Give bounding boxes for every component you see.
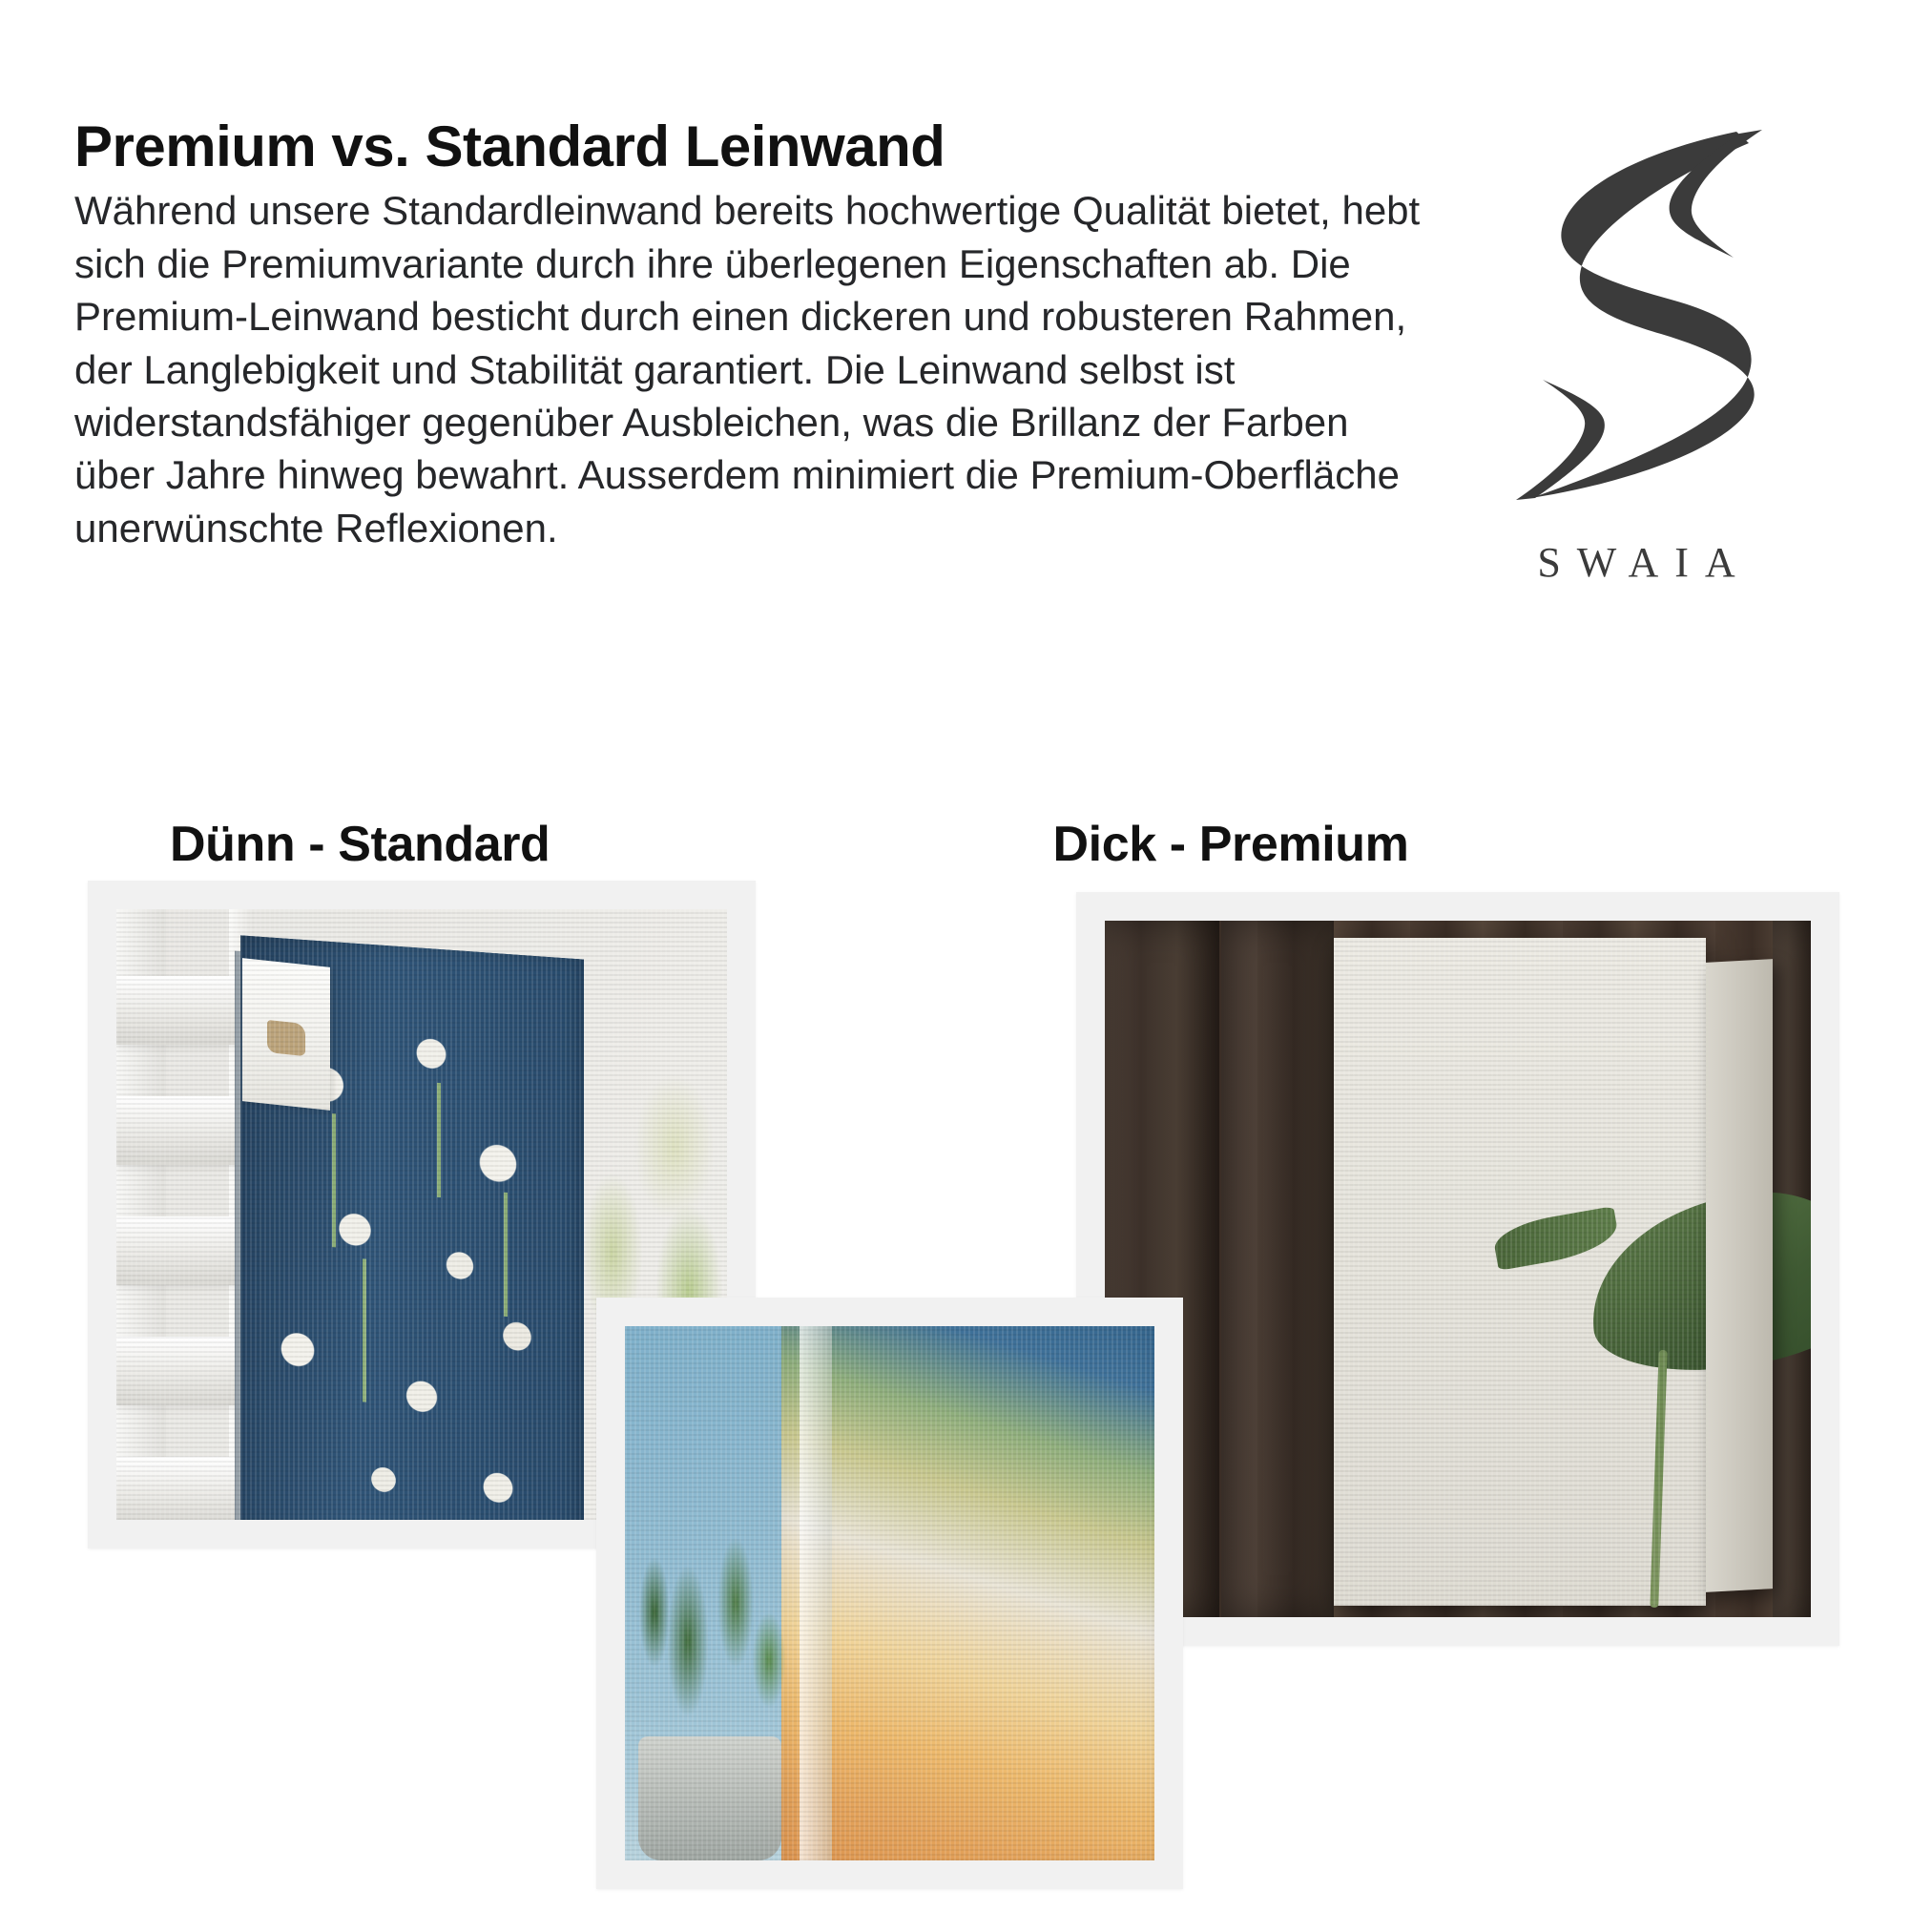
plant-pot [638, 1736, 781, 1860]
thick-canvas-front [1334, 938, 1706, 1606]
canvas-detail-card [596, 1298, 1183, 1889]
brand-logo [1484, 124, 1789, 620]
plant-leaves [631, 1498, 812, 1755]
leaf-shape [1491, 1206, 1621, 1271]
canvas-stem [332, 1113, 336, 1247]
label-standard: Dünn - Standard [170, 817, 551, 872]
page-title: Premium vs. Standard Leinwand [74, 114, 945, 178]
colorful-canvas-face [781, 1326, 1154, 1860]
premium-thick-canvas-photo [1105, 921, 1811, 1617]
canvas-stem [437, 1083, 441, 1197]
leaf-stem [1650, 1350, 1667, 1608]
canvas-stem [363, 1258, 366, 1402]
leaf-shape [1581, 1181, 1811, 1381]
wood-plank [1221, 921, 1334, 1617]
canvas-stem [504, 1193, 508, 1317]
label-premium: Dick - Premium [1052, 817, 1409, 872]
premium-canvas-card [1076, 892, 1839, 1646]
intro-text-block [74, 114, 1448, 554]
intro-paragraph: Während unsere Standardleinwand bereits hochwertige Qualität bietet, hebt sich die Premiumvariante durch ihre überlegenen Eigenschaften ab. Die Premium-Leinwand besticht durch einen dickeren und robusteren Rahmen, der Langlebigkeit und Stabilität garantiert. Die Leinwand selbst ist widerstandsfähiger gegenüber Ausbleichen, was die Brillanz der Farben über Jahre hinweg bewahrt. Ausserdem minimiert die Premium-Oberfläche unerwünschte Reflexionen. [74, 188, 1421, 551]
premium-photo-scene [1105, 921, 1811, 1617]
canvas-wrap-corner [242, 958, 330, 1111]
canvas-edge-detail-photo [625, 1326, 1154, 1860]
brand-wordmark: SWAIA [1537, 539, 1752, 586]
thick-canvas-side-edge [1706, 959, 1773, 1592]
detail-photo-scene [625, 1326, 1154, 1860]
swaia-s-swoosh-logo-icon [1493, 124, 1779, 534]
